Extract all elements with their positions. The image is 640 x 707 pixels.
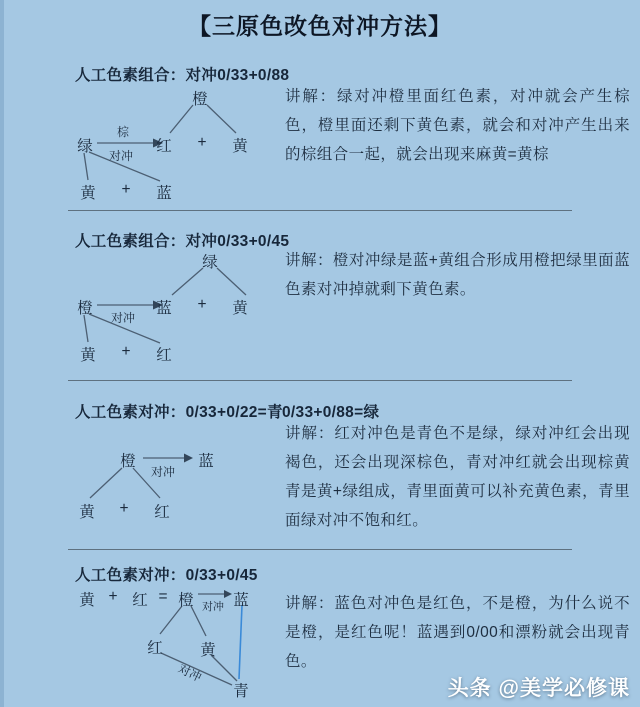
equals-sign: = bbox=[158, 588, 168, 605]
node-orange: 橙 bbox=[178, 592, 194, 609]
section-2-header: 人工色素组合：对冲0/33+0/45 bbox=[75, 233, 290, 250]
node-yellow: 黄 bbox=[232, 300, 248, 317]
section-divider bbox=[68, 210, 572, 211]
arrow-label-offset: 对冲 bbox=[150, 465, 176, 479]
section-divider bbox=[68, 549, 572, 550]
node-red: 红 bbox=[156, 347, 172, 364]
arrow-label-offset: 对冲 bbox=[108, 149, 134, 163]
node-blue: 蓝 bbox=[156, 185, 172, 202]
plus-sign: + bbox=[121, 181, 131, 198]
diagram-offset-3 bbox=[60, 440, 285, 530]
node-red: 红 bbox=[132, 592, 148, 609]
section-4-explanation: 讲解：蓝色对冲色是红色，不是橙，为什么说不是橙，是红色呢！蓝遇到0/00和漂粉就会出现青色。 bbox=[285, 595, 630, 670]
node-orange: 橙 bbox=[77, 300, 93, 317]
node-yellow: 黄 bbox=[79, 592, 95, 609]
section-3-header-extra: 0/33+0/88=绿 bbox=[282, 404, 380, 421]
diagram-offset-4 bbox=[60, 585, 295, 707]
section-1-explanation: 讲解：绿对冲橙里面红色素，对冲就会产生棕色，橙里面还剩下黄色素，就会和对冲产生出来的棕组合一起，就会出现来麻黄=黄棕 bbox=[285, 88, 630, 163]
node-green: 绿 bbox=[77, 138, 93, 155]
left-edge-shade bbox=[0, 0, 4, 707]
section-1-header: 人工色素组合：对冲0/33+0/88 bbox=[75, 67, 290, 84]
watermark: 头条 @美学必修课 bbox=[447, 677, 630, 700]
diagram-combo-1 bbox=[60, 85, 285, 203]
plus-sign: + bbox=[119, 500, 129, 517]
node-yellow: 黄 bbox=[80, 347, 96, 364]
section-4-header: 人工色素对冲：0/33+0/45 bbox=[75, 567, 258, 584]
node-yellow: 黄 bbox=[80, 185, 96, 202]
section-2-explanation: 讲解：橙对冲绿是蓝+黄组合形成用橙把绿里面蓝色素对冲掉就剩下黄色素。 bbox=[285, 252, 630, 298]
node-yellow: 黄 bbox=[79, 504, 95, 521]
plus-sign: + bbox=[197, 296, 207, 313]
arrow-label-brown: 棕 bbox=[116, 125, 130, 139]
plus-sign: + bbox=[197, 134, 207, 151]
section-3-header: 人工色素对冲：0/33+0/22=青 bbox=[75, 404, 283, 421]
node-blue: 蓝 bbox=[198, 453, 214, 470]
page-title: 【三原色改色对冲方法】 bbox=[188, 13, 452, 39]
node-red: 红 bbox=[156, 138, 172, 155]
node-blue: 蓝 bbox=[233, 592, 249, 609]
node-red: 红 bbox=[154, 504, 170, 521]
plus-sign: + bbox=[108, 588, 118, 605]
arrow-head-icon bbox=[184, 454, 193, 463]
node-yellow: 黄 bbox=[200, 642, 216, 659]
plus-sign: + bbox=[121, 343, 131, 360]
arrow-label-offset: 对冲 bbox=[202, 601, 224, 613]
node-cyan: 青 bbox=[233, 683, 249, 700]
node-red: 红 bbox=[147, 640, 163, 657]
node-green: 绿 bbox=[202, 254, 218, 271]
section-divider bbox=[68, 380, 572, 381]
node-orange: 橙 bbox=[120, 453, 136, 470]
arrow-head-icon bbox=[224, 590, 232, 598]
node-orange: 橙 bbox=[192, 91, 208, 108]
section-3-explanation: 讲解：红对冲色是青色不是绿，绿对冲红会出现褐色，还会出现深棕色，青对冲红就会出现棕黄青是黄+绿组成，青里面黄可以补充黄色素，青里面绿对冲不饱和红。 bbox=[285, 425, 630, 529]
arrow-label-offset: 对冲 bbox=[110, 311, 136, 325]
diagram-combo-2 bbox=[60, 248, 285, 366]
node-blue: 蓝 bbox=[156, 300, 172, 317]
node-yellow: 黄 bbox=[232, 138, 248, 155]
arrow-label-offset: 对冲 bbox=[175, 661, 204, 685]
